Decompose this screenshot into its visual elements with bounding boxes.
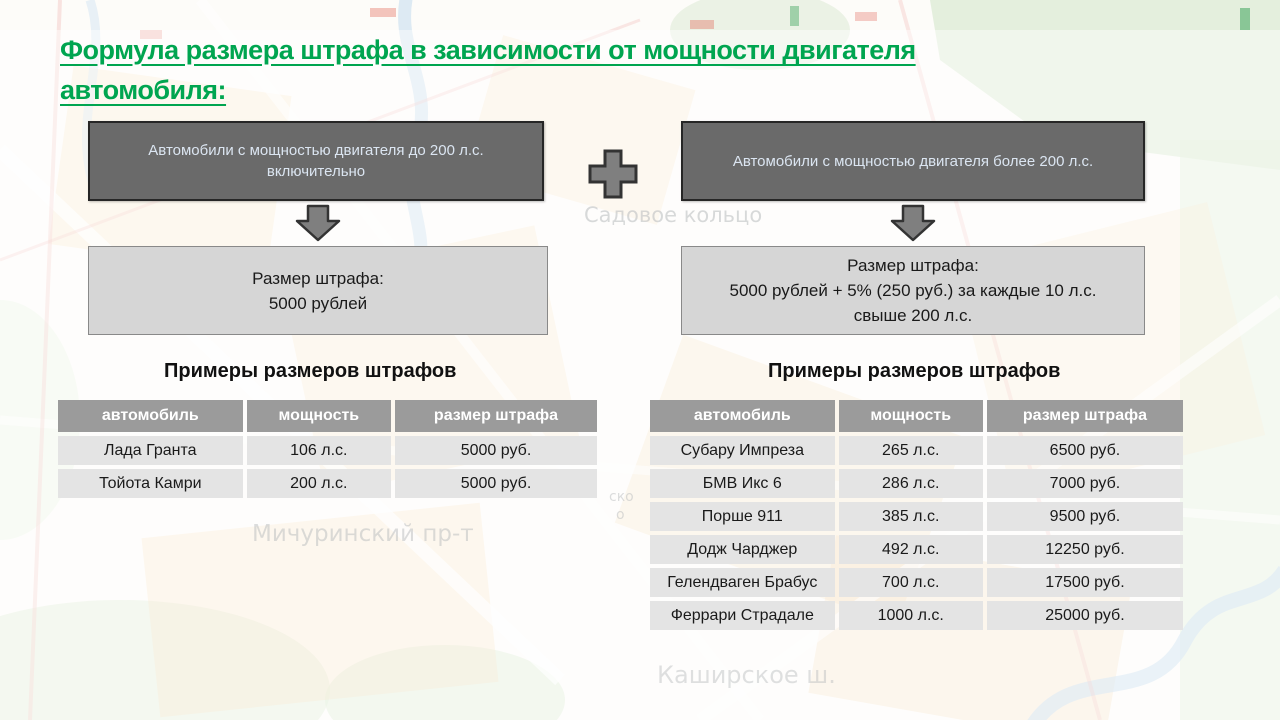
table-cell: Тойота Камри (58, 469, 243, 498)
map-label-sadovoe-koltso: Садовое кольцо (584, 203, 763, 227)
fine-amount-line: 5000 рублей + 5% (250 руб.) за каждые 10 л.с. (729, 281, 1097, 300)
table-cell: 7000 руб. (987, 469, 1183, 498)
table-cell: Додж Чарджер (650, 535, 835, 564)
table-cell: 6500 руб. (987, 436, 1183, 465)
table-cell: 17500 руб. (987, 568, 1183, 597)
table-cell: 700 л.с. (839, 568, 983, 597)
table-header-row (58, 400, 597, 432)
table-row (650, 535, 1183, 564)
table-cell: 5000 руб. (395, 469, 597, 498)
table-row (58, 469, 597, 498)
table-row (58, 436, 597, 465)
table-cell: Субару Импреза (650, 436, 835, 465)
fines-table-under-200hp (54, 396, 601, 502)
table-header-cell: мощность (839, 400, 983, 432)
fine-amount-line: Размер штрафа: (252, 268, 384, 288)
table-cell: Порше 911 (650, 502, 835, 531)
table-row (650, 601, 1183, 630)
table-header-cell: размер штрафа (987, 400, 1183, 432)
map-label-partial: ско (609, 489, 634, 505)
table-header-cell: мощность (247, 400, 391, 432)
condition-box-over-200hp (681, 121, 1145, 201)
table-cell: 492 л.с. (839, 535, 983, 564)
table-header-cell: автомобиль (650, 400, 835, 432)
table-header-cell: размер штрафа (395, 400, 597, 432)
down-arrow-icon (295, 204, 341, 242)
table-row (650, 469, 1183, 498)
table-cell: 25000 руб. (987, 601, 1183, 630)
plus-icon (585, 146, 641, 202)
table-cell: Феррари Страдале (650, 601, 835, 630)
fine-amount-box-over-200hp (681, 246, 1145, 335)
table-cell: 286 л.с. (839, 469, 983, 498)
table-cell: 106 л.с. (247, 436, 391, 465)
map-label-michurinsky: Мичуринский пр-т (252, 521, 474, 547)
table-cell: 9500 руб. (987, 502, 1183, 531)
slide-title: Формула размера штрафа в зависимости от мощности двигателя автомобиля: (60, 35, 916, 105)
fines-table-over-200hp (646, 396, 1187, 634)
examples-heading-right: Примеры размеров штрафов (768, 360, 1061, 382)
fine-amount-line: Размер штрафа: (847, 256, 979, 275)
fine-amount-box-under-200hp (88, 246, 548, 335)
map-label-kashirskoe: Каширское ш. (657, 661, 836, 689)
table-cell: 200 л.с. (247, 469, 391, 498)
condition-box-text: Автомобили с мощностью двигателя более 200 л.с. (732, 152, 1094, 170)
fine-amount-line: 5000 рублей (268, 293, 368, 313)
table-header-cell: автомобиль (58, 400, 243, 432)
down-arrow-icon (890, 204, 936, 242)
table-cell: 385 л.с. (839, 502, 983, 531)
map-label-partial: о (616, 507, 625, 523)
table-cell: БМВ Икс 6 (650, 469, 835, 498)
table-header-row (650, 400, 1183, 432)
table-cell: Гелендваген Брабус (650, 568, 835, 597)
table-row (650, 436, 1183, 465)
table-cell: 12250 руб. (987, 535, 1183, 564)
table-cell: 1000 л.с. (839, 601, 983, 630)
examples-heading-left: Примеры размеров штрафов (164, 360, 457, 382)
condition-box-text: Автомобили с мощностью двигателя до 200 л.с. включительно (148, 142, 484, 180)
table-row (650, 502, 1183, 531)
table-cell: 5000 руб. (395, 436, 597, 465)
condition-box-under-200hp (88, 121, 544, 201)
table-cell: 265 л.с. (839, 436, 983, 465)
table-row (650, 568, 1183, 597)
fine-amount-line: свыше 200 л.с. (853, 306, 973, 325)
table-cell: Лада Гранта (58, 436, 243, 465)
